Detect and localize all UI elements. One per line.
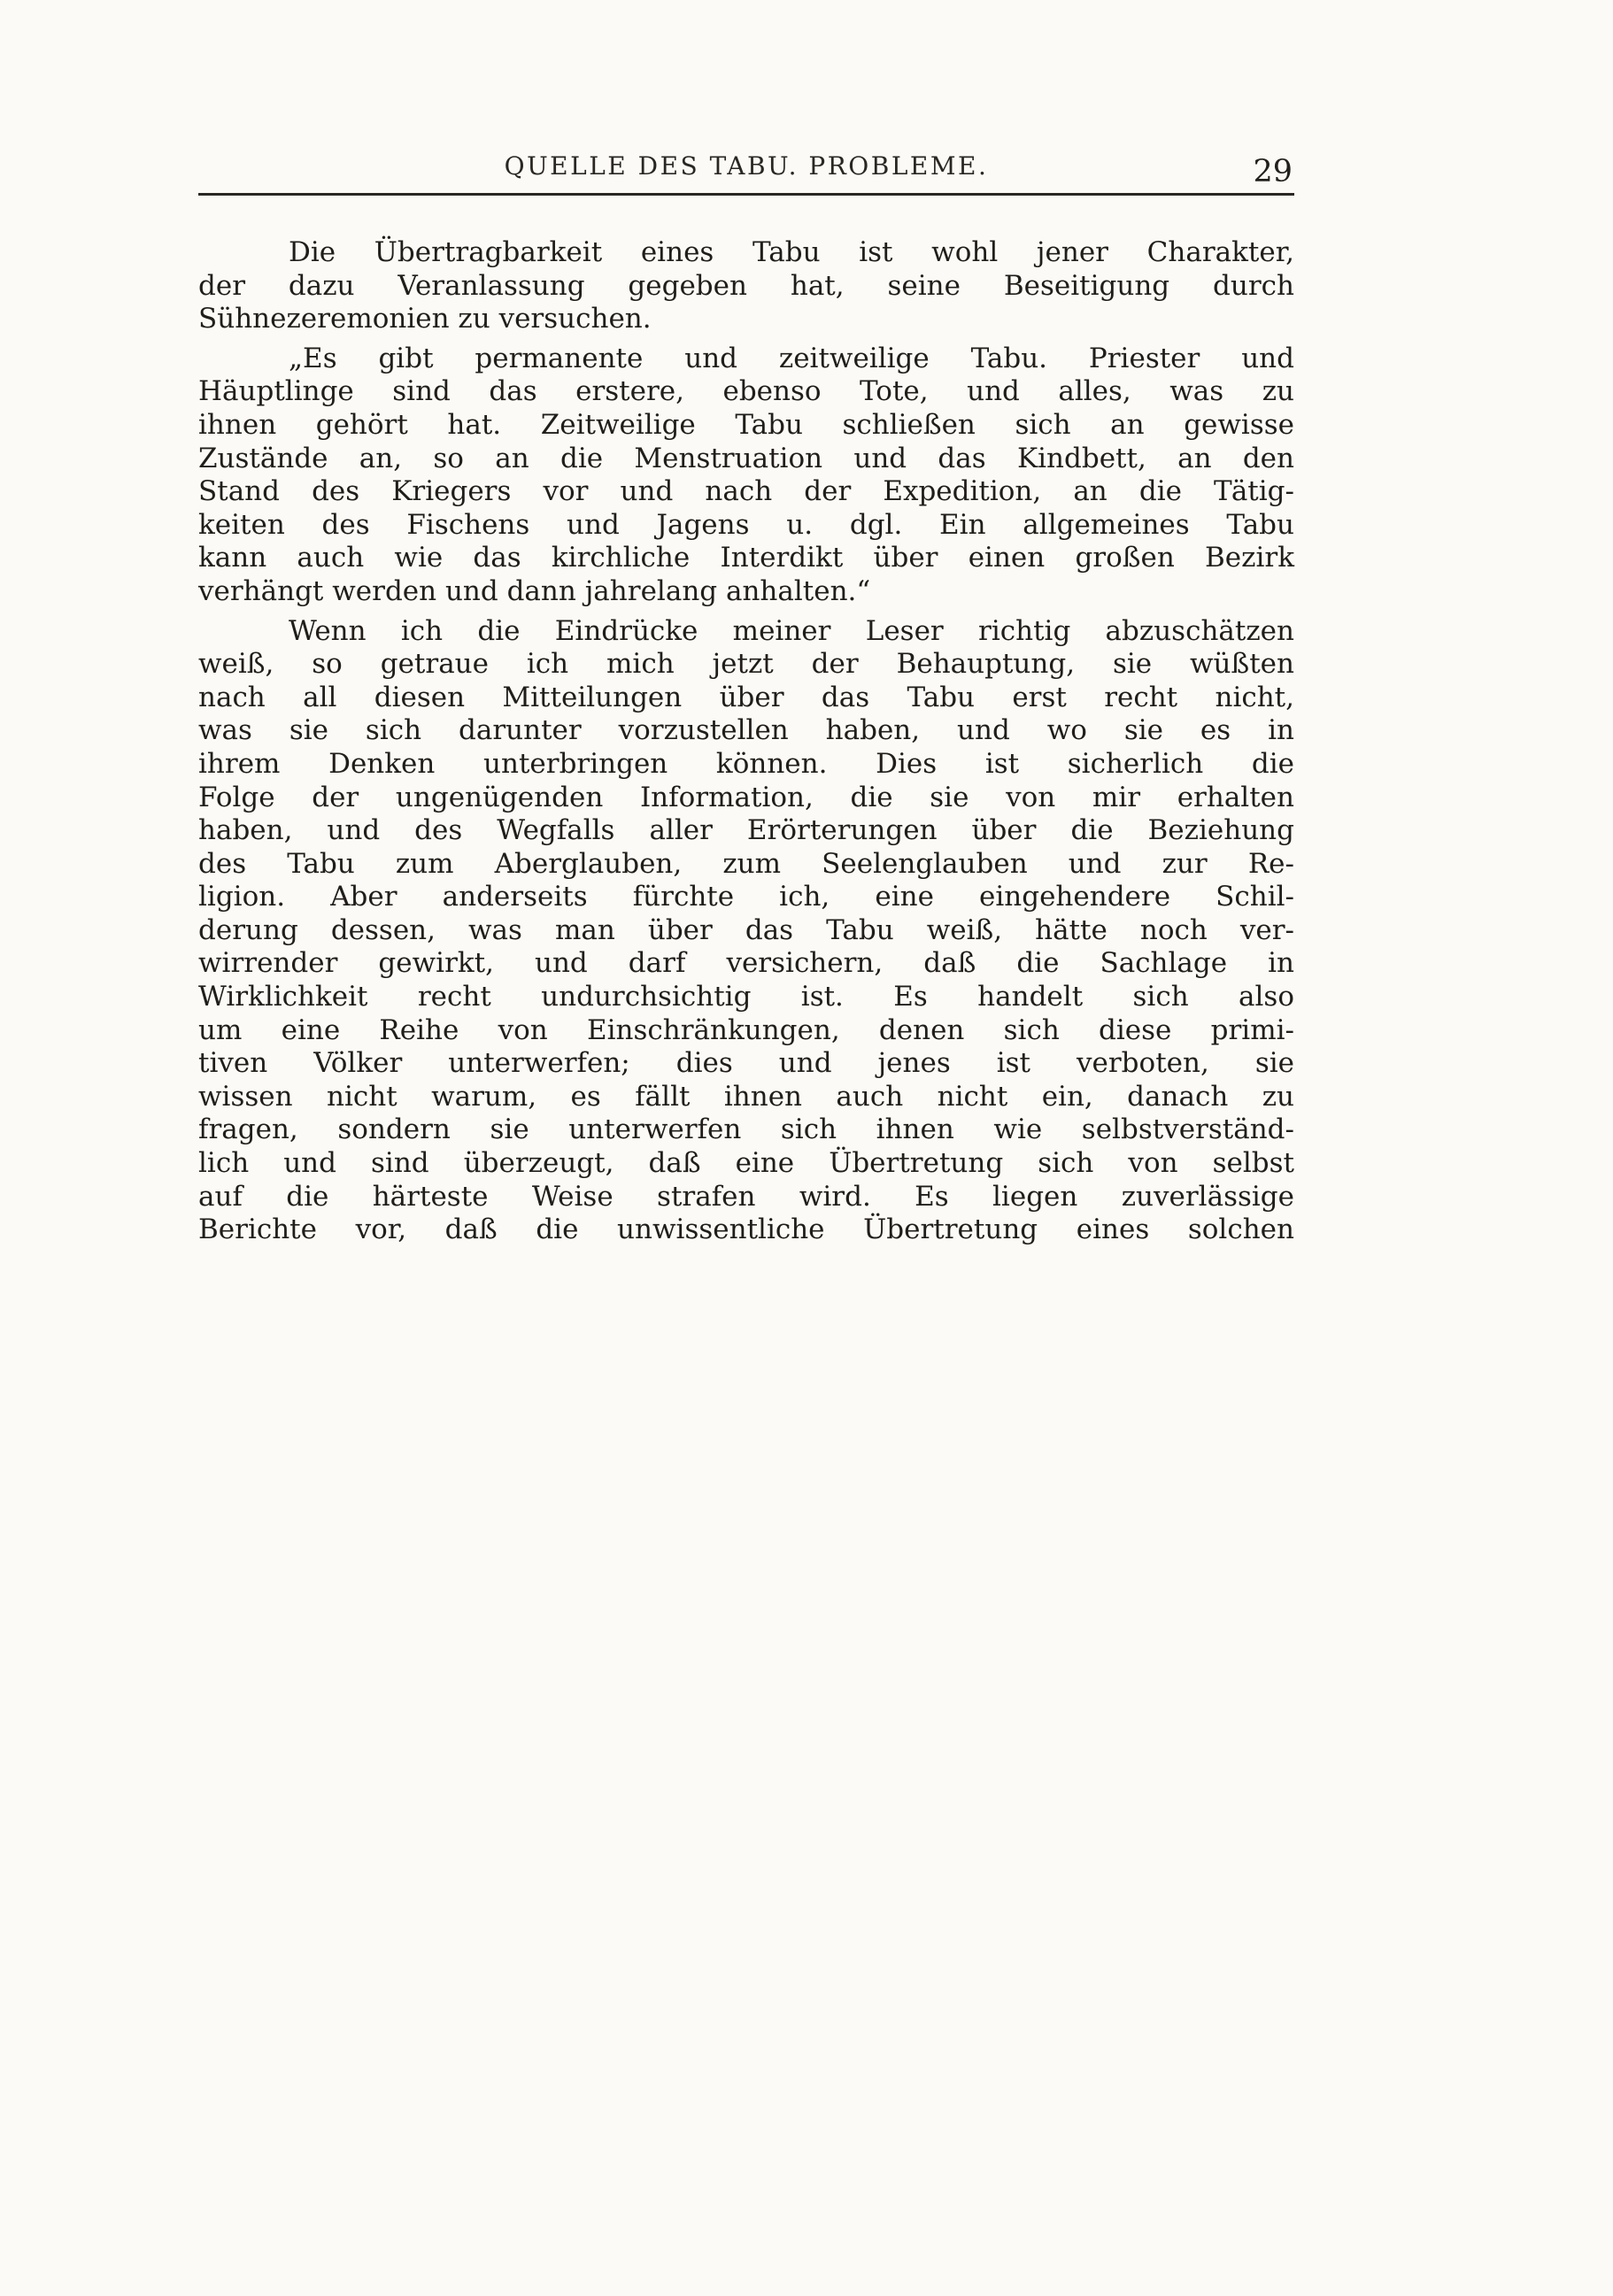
text-line: fragen, sondern sie unterwerfen sich ihnen wie selbstverständ- xyxy=(198,1113,1294,1146)
text-line: Die Übertragbarkeit eines Tabu ist wohl jener Charakter, xyxy=(289,236,1294,268)
text-line: wirrender gewirkt, und darf versichern, daß die Sachlage in xyxy=(198,947,1294,980)
text-line: Zustände an, so an die Menstruation und das Kindbett, an den xyxy=(198,442,1294,474)
text-line: Folge der ungenügenden Information, die sie von mir erhalten xyxy=(198,781,1294,813)
text-line: Wirklichkeit recht undurchsichtig ist. Es handelt sich also xyxy=(198,981,1294,1013)
text-line: haben, und des Wegfalls aller Erörterungen über die Beziehung xyxy=(198,814,1294,847)
text-line: lich und sind überzeugt, daß eine Übertretung sich von selbst xyxy=(198,1147,1294,1180)
text-line: Wenn ich die Eindrücke meiner Leser richtig abzuschätzen xyxy=(289,614,1294,647)
text-line: Stand des Kriegers vor und nach der Expedition, an die Tätig- xyxy=(198,475,1294,508)
paragraph xyxy=(198,343,1294,609)
text-line: kann auch wie das kirchliche Interdikt über einen großen Bezirk xyxy=(198,542,1294,574)
text-line: auf die härteste Weise strafen wird. Es liegen zuverlässige xyxy=(198,1180,1294,1213)
body-text xyxy=(198,236,1294,1247)
text-line: ihrem Denken unterbringen können. Dies ist sicherlich die xyxy=(198,747,1294,780)
text-line: um eine Reihe von Einschränkungen, denen sich diese primi- xyxy=(198,1013,1294,1046)
text-line: Berichte vor, daß die unwissentliche Übertretung eines solchen xyxy=(198,1213,1294,1246)
text-line: Sühnezeremonien zu versuchen. xyxy=(198,303,652,335)
page-number: 29 xyxy=(1253,154,1293,189)
text-line: weiß, so getraue ich mich jetzt der Behauptung, sie wüßten xyxy=(198,648,1294,681)
text-line: verhängt werden und dann jahrelang anhalten.“ xyxy=(198,574,871,607)
text-line: nach all diesen Mitteilungen über das Tabu erst recht nicht, xyxy=(198,681,1294,713)
text-line: Häuptlinge sind das erstere, ebenso Tote, und alles, was zu xyxy=(198,375,1294,408)
text-line: tiven Völker unterwerfen; dies und jenes ist verboten, sie xyxy=(198,1047,1294,1080)
text-line: der dazu Veranlassung gegeben hat, seine Beseitigung durch xyxy=(198,269,1294,302)
text-line: „Es gibt permanente und zeitweilige Tabu. Priester und xyxy=(289,342,1294,374)
text-line: derung dessen, was man über das Tabu weiß, hätte noch ver- xyxy=(198,913,1294,946)
page-header xyxy=(198,149,1294,189)
text-line: des Tabu zum Aberglauben, zum Seelenglauben und zur Re- xyxy=(198,847,1294,880)
running-title: QUELLE DES TABU. PROBLEME. xyxy=(504,151,989,181)
text-line: was sie sich darunter vorzustellen haben, und wo sie es in xyxy=(198,714,1294,747)
paragraph xyxy=(198,615,1294,1247)
text-line: ihnen gehört hat. Zeitweilige Tabu schließen sich an gewisse xyxy=(198,408,1294,441)
text-line: wissen nicht warum, es fällt ihnen auch nicht ein, danach zu xyxy=(198,1080,1294,1113)
paragraph xyxy=(198,236,1294,336)
text-line: ligion. Aber anderseits fürchte ich, eine eingehendere Schil- xyxy=(198,881,1294,913)
page-content xyxy=(198,149,1294,1247)
text-line: keiten des Fischens und Jagens u. dgl. Ein allgemeines Tabu xyxy=(198,508,1294,541)
header-rule xyxy=(198,193,1294,196)
